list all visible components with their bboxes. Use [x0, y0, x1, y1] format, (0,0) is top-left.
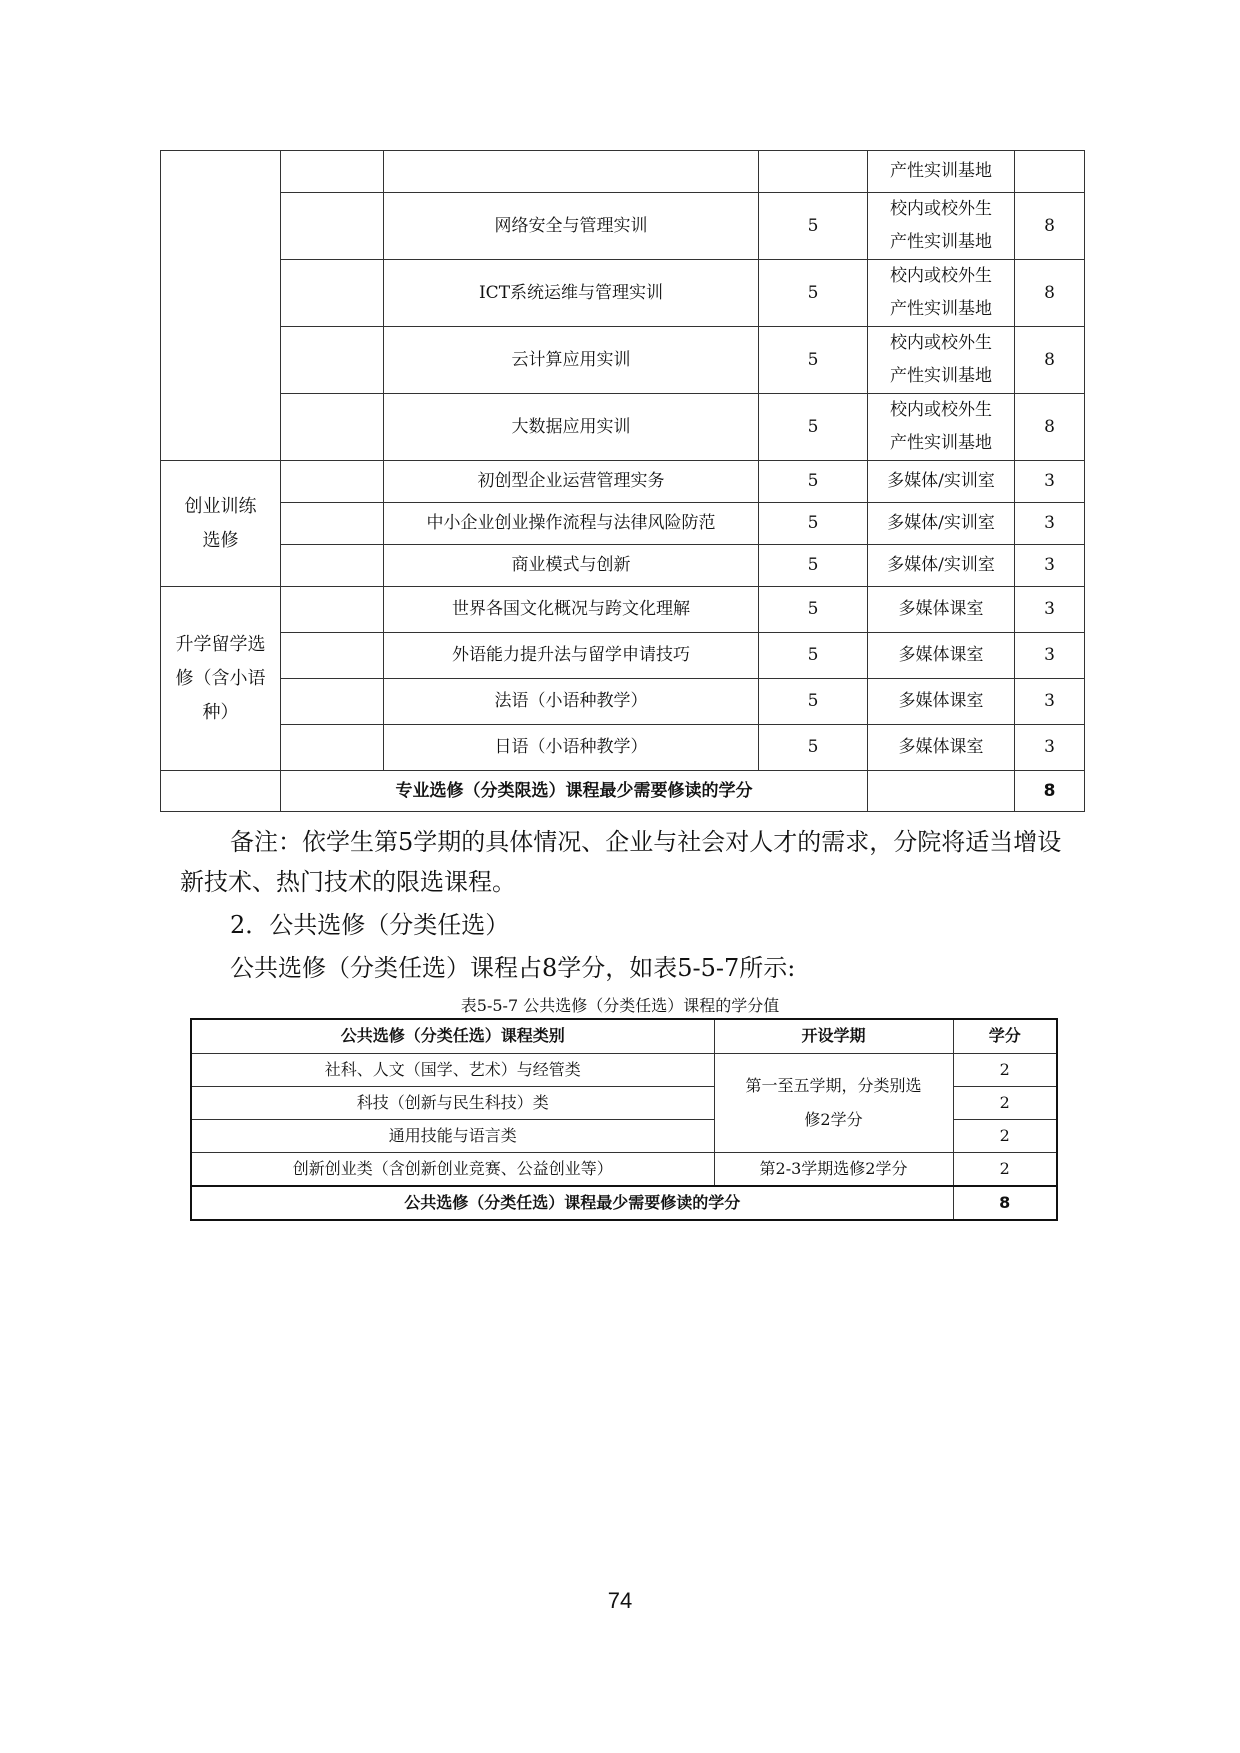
weeks-cell: 5 [759, 679, 868, 725]
table-row [161, 151, 1085, 193]
group-label-startup: 创业训练 选修 [161, 461, 281, 587]
header-category: 公共选修（分类任选）课程类别 [191, 1019, 714, 1053]
category-cell: 创新创业类（含创新创业竞赛、公益创业等） [191, 1152, 714, 1186]
credits-cell: 3 [1015, 545, 1085, 587]
total-row [161, 771, 1085, 812]
course-cell: 世界各国文化概况与跨文化理解 [384, 587, 759, 633]
credits-cell: 8 [1015, 193, 1085, 260]
weeks-cell: 5 [759, 461, 868, 503]
location-cell: 校内或校外生 产性实训基地 [868, 327, 1015, 394]
table-row [161, 725, 1085, 771]
weeks-cell: 5 [759, 545, 868, 587]
table-row [161, 587, 1085, 633]
credits-cell: 3 [1015, 587, 1085, 633]
credits-cell: 2 [953, 1152, 1057, 1186]
category-cell: 社科、人文（国学、艺术）与经管类 [191, 1053, 714, 1086]
group-cell [161, 151, 281, 461]
course-cell: 外语能力提升法与留学申请技巧 [384, 633, 759, 679]
section-heading: 2．公共选修（分类任选） [230, 911, 510, 939]
semester-cell: 第一至五学期，分类别选 修2学分 [714, 1053, 953, 1152]
weeks-cell: 5 [759, 633, 868, 679]
table-caption: 表5-5-7 公共选修（分类任选）课程的学分值 [460, 996, 780, 1015]
credits-cell: 3 [1015, 503, 1085, 545]
semester-cell: 第2-3学期选修2学分 [714, 1152, 953, 1186]
intro-paragraph: 公共选修（分类任选）课程占8学分，如表5-5-7所示: [230, 954, 796, 982]
header-row [191, 1019, 1057, 1053]
credits-cell: 3 [1015, 679, 1085, 725]
table-row [161, 503, 1085, 545]
group-label-abroad: 升学留学选 修（含小语 种） [161, 587, 281, 771]
total-row [191, 1186, 1057, 1220]
elective-course-table [160, 150, 1085, 812]
course-cell: 网络安全与管理实训 [384, 193, 759, 260]
course-cell: ICT系统运维与管理实训 [384, 260, 759, 327]
total-credits: 8 [1015, 771, 1085, 812]
credits-cell: 8 [1015, 394, 1085, 461]
location-cell: 校内或校外生 产性实训基地 [868, 193, 1015, 260]
weeks-cell: 5 [759, 725, 868, 771]
weeks-cell: 5 [759, 260, 868, 327]
credits-cell: 2 [953, 1053, 1057, 1086]
credits-cell: 2 [953, 1119, 1057, 1152]
credits-cell: 8 [1015, 260, 1085, 327]
note-paragraph: 备注：依学生第5学期的具体情况、企业与社会对人才的需求，分院将适当增设新技术、热门技术的限选课程。 [180, 828, 1062, 896]
total-label: 专业选修（分类限选）课程最少需要修读的学分 [281, 771, 868, 812]
course-cell: 日语（小语种教学） [384, 725, 759, 771]
table-row [161, 394, 1085, 461]
location-cell: 多媒体课室 [868, 679, 1015, 725]
course-cell: 中小企业创业操作流程与法律风险防范 [384, 503, 759, 545]
course-cell: 初创型企业运营管理实务 [384, 461, 759, 503]
course-cell: 云计算应用实训 [384, 327, 759, 394]
weeks-cell: 5 [759, 503, 868, 545]
public-elective-table [190, 1018, 1058, 1221]
total-credits: 8 [953, 1186, 1057, 1220]
header-credits: 学分 [953, 1019, 1057, 1053]
category-cell: 通用技能与语言类 [191, 1119, 714, 1152]
total-label: 公共选修（分类任选）课程最少需要修读的学分 [191, 1186, 953, 1220]
weeks-cell: 5 [759, 327, 868, 394]
weeks-cell: 5 [759, 193, 868, 260]
location-cell: 校内或校外生 产性实训基地 [868, 260, 1015, 327]
location-cell: 多媒体/实训室 [868, 545, 1015, 587]
credits-cell: 3 [1015, 633, 1085, 679]
credits-cell: 8 [1015, 327, 1085, 394]
location-cell: 多媒体/实训室 [868, 503, 1015, 545]
weeks-cell: 5 [759, 587, 868, 633]
table-row [161, 461, 1085, 503]
credits-cell: 3 [1015, 725, 1085, 771]
credits-cell: 3 [1015, 461, 1085, 503]
course-cell: 大数据应用实训 [384, 394, 759, 461]
table-row [161, 633, 1085, 679]
header-semester: 开设学期 [714, 1019, 953, 1053]
weeks-cell: 5 [759, 394, 868, 461]
table-row [161, 545, 1085, 587]
credits-cell: 2 [953, 1086, 1057, 1119]
table-row [161, 260, 1085, 327]
course-cell: 法语（小语种教学） [384, 679, 759, 725]
page-number: 74 [607, 1588, 633, 1613]
location-cell: 多媒体课室 [868, 587, 1015, 633]
course-cell: 商业模式与创新 [384, 545, 759, 587]
table-row [191, 1152, 1057, 1186]
category-cell: 科技（创新与民生科技）类 [191, 1086, 714, 1119]
location-cell: 多媒体/实训室 [868, 461, 1015, 503]
location-cell: 多媒体课室 [868, 725, 1015, 771]
table-row [161, 193, 1085, 260]
location-cell: 产性实训基地 [868, 151, 1015, 193]
table-row [161, 327, 1085, 394]
location-cell: 校内或校外生 产性实训基地 [868, 394, 1015, 461]
location-cell: 多媒体课室 [868, 633, 1015, 679]
table-row [161, 679, 1085, 725]
table-row [191, 1053, 1057, 1086]
